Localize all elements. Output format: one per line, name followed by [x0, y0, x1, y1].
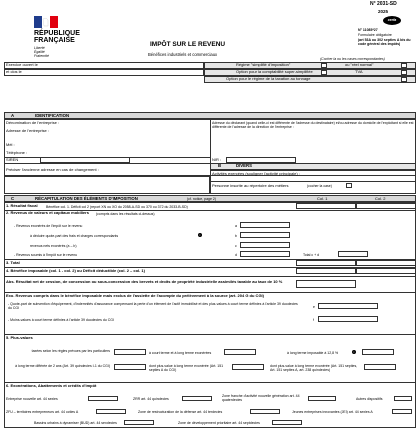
r3-col2-field[interactable]	[356, 260, 416, 266]
adresse-declarant-label: Adresse du déclarant (quand celle-ci est différente de l'adresse du destinataire) et/ou adresse du domicile de l'exploitant si elle est différente de l'adresse de la direction de l'entreprise :	[212, 121, 414, 130]
cocher-label: (cocher la case)	[307, 184, 332, 188]
r1-col1-field[interactable]	[296, 203, 356, 209]
option-tonnage-label: Option pour le régime de la taxation au tonnage	[226, 76, 311, 81]
abs-label: Abs. Résultat net de cession, de concession ou sous-concession des brevets et droits de propriété industrielle assimilés taxable au taux de 10 %	[6, 279, 283, 284]
ex4-field[interactable]	[394, 396, 412, 401]
r1-label: 1. Résultat fiscal	[6, 203, 38, 208]
cerfa-number: N° 11085*27	[358, 28, 378, 32]
ex7-label: Jeunes entreprises innovantes (JEI) art. 44 sexies A	[292, 410, 373, 414]
personne-label: Personne inscrite au répertoire des métiers	[212, 183, 289, 188]
section-a-title: IDENTIFICATION	[35, 112, 70, 118]
siren-label: SIREN	[6, 157, 19, 162]
r6-label: 6. Exonérations, Abattements et crédits d'impôt	[6, 383, 97, 388]
r2c-code: c	[235, 244, 237, 248]
tva-checkbox[interactable]	[401, 70, 407, 75]
francaise-label: FRANÇAISE	[34, 37, 75, 44]
ex6-label: Zone de restructuration de la défense art. 44 terdecies	[138, 410, 223, 414]
r2b-label: à déduire quote-part des frais et charges correspondants	[30, 234, 119, 238]
ex8-label: Bassins urbains à dynamiser (BUD) art. 44 sexdecies	[34, 421, 117, 425]
exo-f-text: - Moins-values à court terme définies à l'article 39 duodecies du CGI	[8, 318, 114, 322]
regime-simplifie-label: Régime "simplifié d'imposition"	[236, 62, 291, 67]
r4-col2-field[interactable]	[356, 268, 416, 274]
exo-e-field[interactable]	[318, 303, 378, 309]
ex5-field[interactable]	[96, 409, 126, 414]
r2c-label: revenus nets exonérés (a – b)	[30, 244, 77, 248]
mel-label: Mél :	[6, 142, 15, 147]
motto-fraternite: Fraternité	[34, 54, 49, 58]
republique-label: RÉPUBLIQUE	[34, 30, 80, 37]
ancienne-adresse-field[interactable]	[4, 176, 210, 194]
r3-col1-field[interactable]	[296, 260, 356, 266]
r5-label: 5. Plus-values	[6, 335, 33, 340]
tva-label: TVA	[355, 69, 363, 74]
exo-label: Exo. Revenus compris dans le bénéfice imposable mais exclus de l'assiette de l'acompte du prélèvement à la source (art. 204 G du CGI)	[6, 293, 264, 298]
regime-simplifie-checkbox[interactable]	[321, 63, 327, 68]
pv3-info-icon: i	[353, 350, 355, 354]
nir-label: NIR :	[212, 157, 222, 162]
section-c-title: RÉCAPITULATION DES ÉLÉMENTS D'IMPOSITION	[35, 195, 138, 201]
pv2-label: à court terme et à long terme exonérées	[149, 351, 212, 355]
info-icon: i	[199, 233, 201, 237]
motto-egalite: Égalité	[34, 50, 45, 54]
ex7-field[interactable]	[392, 409, 412, 414]
option-super-label: Option pour la comptabilité super-simplifiée	[236, 69, 313, 74]
ex9-field[interactable]	[272, 420, 302, 425]
r2-note: (compris dans les résultats ci-dessus)	[96, 211, 155, 216]
exo-f-code: f	[313, 318, 314, 322]
page-subtitle: Bénéfices industriels et commerciaux	[148, 52, 218, 57]
ex1-field[interactable]	[88, 396, 118, 401]
exo-e-text: - Quote-part de subvention d'équipement, d'indemnités d'assurance compensant la perte d'un élément de l'actif immobilisé et des plus-values à court terme définies à l'article 39 duodecies du CGI	[8, 302, 298, 311]
pv1-label: taxées selon les règles prévues par les particuliers	[31, 349, 110, 353]
total-cd-field[interactable]	[338, 251, 368, 257]
r2-label: 2. Revenus de valeurs et capitaux mobiliers	[6, 210, 89, 215]
ex8-field[interactable]	[124, 420, 154, 425]
r2b-code: b	[235, 234, 237, 238]
motto-liberte: Liberté	[34, 46, 45, 50]
ex2-field[interactable]	[182, 396, 212, 401]
formulaire-obligatoire: Formulaire obligatoire	[358, 33, 392, 37]
r2a-label: - Revenus exonérés de l'impôt sur le revenu	[14, 224, 83, 228]
denomination-label: Dénomination de l'entreprise :	[6, 120, 60, 125]
marianne-logo	[34, 16, 58, 28]
r2d-label: - Revenus soumis à l'impôt sur le revenu	[14, 253, 78, 257]
r2c-field[interactable]	[240, 242, 290, 248]
ex9-label: Zone de développement prioritaire art. 44 septdecies	[178, 421, 260, 425]
exercice-clos-label: et clos le	[6, 69, 22, 74]
form-year: 2025	[378, 9, 389, 14]
exo-e-code: e	[313, 305, 315, 309]
section-c-header	[4, 195, 416, 202]
r1-text: Bénéfice col. 1. Déficit col 2 (report XN ou XO du 2058-A-SD ou 370 ou 372 du 2033-B-SD)	[46, 204, 188, 209]
r2d-code: d	[235, 253, 237, 257]
col2-label: Col. 2	[375, 195, 386, 201]
article-reference: (art 53A ou 302 septies A bis du code général des impôts)	[358, 38, 411, 47]
ex2-label: ZRR art. 44 quindecies	[133, 397, 169, 401]
col1-label: Col. 1	[317, 195, 328, 201]
section-a-header	[4, 112, 416, 119]
pv6-label: dont plus-value à long terme exonérée (Art. 151 septies, Art. 151 septies A, art. 238 quindecies)	[270, 364, 358, 373]
r2a-field[interactable]	[240, 222, 290, 228]
total-cd-label: Total c + d	[303, 253, 320, 257]
page-title: IMPÔT SUR LE REVENU	[150, 41, 226, 48]
adresse-label: Adresse de l'entreprise :	[6, 128, 50, 133]
reel-normal-label: ou "réel normal"	[345, 62, 374, 67]
cerfa-badge-label: cerfa	[387, 18, 397, 22]
pv4-label: à long terme différée de 2 ans (Art. 39 quindecies I-1 du CGI)	[15, 364, 110, 368]
r4-label: 4. Bénéfice imposable (col. 1 - col. 2) ou Déficit déductible (col. 2 – col. 1)	[6, 268, 145, 273]
section-c-letter: C	[11, 195, 15, 201]
r1-col2-field[interactable]	[356, 203, 416, 209]
pv6-field[interactable]	[364, 364, 396, 370]
abs-col1-field[interactable]	[296, 280, 356, 288]
exercice-clos-field[interactable]	[4, 69, 204, 76]
pv5-field[interactable]	[232, 364, 264, 370]
exo-f-field[interactable]	[318, 316, 378, 322]
ex3-label: Zone franche d'activité nouvelle génération art. 44 quaterdecies	[222, 394, 300, 403]
pv5-label: dont plus-value à long terme exonérée (Art. 151 septies A du CGI)	[149, 364, 224, 373]
r2a-code: a	[235, 224, 237, 228]
cerfa-badge	[383, 16, 401, 25]
form-number: N° 2031-SD	[370, 1, 397, 7]
pv2-field[interactable]	[224, 349, 256, 355]
pv3-label: à long terme imposable à 12,8 %	[287, 351, 339, 355]
ex6-field[interactable]	[250, 409, 280, 414]
cases-note: (Cocher la ou les cases correspondantes)	[320, 57, 385, 61]
pv1-field[interactable]	[114, 349, 146, 355]
r2b-field[interactable]	[240, 232, 290, 238]
r4-col1-field[interactable]	[296, 268, 356, 274]
section-c-note: (cf. notice, page 2)	[187, 197, 216, 201]
activites-label: Activités exercées (souligner l'activité principale) :	[212, 171, 300, 176]
section-b-letter: B	[218, 163, 222, 168]
ancienne-adresse-label: Préciser l'ancienne adresse en cas de changement :	[6, 167, 99, 172]
ex5-label: ZFU – territoires entrepreneurs art. 44 octies A	[6, 410, 79, 414]
section-b-title: DIVERS	[236, 163, 252, 168]
ex1-label: Entreprise nouvelle art. 44 sexies	[6, 397, 58, 401]
personne-checkbox[interactable]	[346, 183, 352, 188]
option-tonnage-checkbox[interactable]	[401, 77, 407, 82]
reel-normal-checkbox[interactable]	[401, 63, 407, 68]
exercice-ouvert-label: Exercice ouvert le	[6, 62, 38, 67]
r2d-field[interactable]	[240, 251, 290, 257]
pv4-field[interactable]	[114, 364, 146, 370]
r3-label: 3. Total	[6, 260, 20, 265]
section-a-letter: A	[11, 112, 15, 118]
pv3-field[interactable]	[362, 349, 394, 355]
option-super-checkbox[interactable]	[321, 70, 327, 75]
ex3-field[interactable]	[308, 396, 336, 401]
ex4-label: Autres dispositifs	[356, 397, 383, 401]
telephone-label: Téléphone :	[6, 150, 28, 155]
